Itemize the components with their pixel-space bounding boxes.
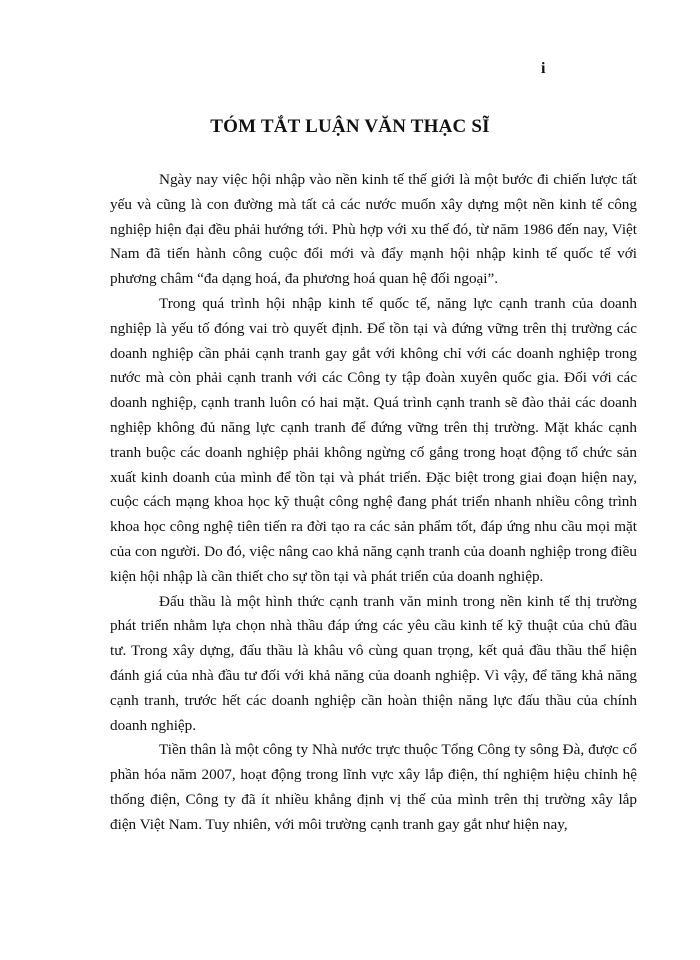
paragraph-3: Đấu thầu là một hình thức cạnh tranh văn minh trong nền kinh tế thị trường phát triển nhằm lựa chọn nhà thầu đáp ứng các yêu cầu kinh tế kỹ thuật của chủ đầu tư. Trong xây dựng, đấu thầu là khâu vô cùng quan trọng, kết quả đầu thầu thể hiện đánh giá của nhà đầu tư đối với khả năng của doanh nghiệp. Vì vậy, để tăng khả năng cạnh tranh, trước hết các doanh nghiệp cần hoàn thiện năng lực đấu thầu của chính doanh nghiệp.: [110, 592, 637, 734]
paragraph-2: Trong quá trình hội nhập kinh tế quốc tế, năng lực cạnh tranh của doanh nghiệp là yếu tố đóng vai trò quyết định. Để tồn tại và đứng vững trên thị trường các doanh nghiệp cần phải cạnh tranh gay gắt với không chỉ với các doanh nghiệp trong nước mà còn phải cạnh tranh với các Công ty tập đoàn xuyên quốc gia. Đối với các doanh nghiệp, cạnh tranh luôn có hai mặt. Quá trình cạnh tranh sẽ đào thải các doanh nghiệp không đủ năng lực cạnh tranh để đứng vững trên thị trường. Mặt khác cạnh tranh buộc các doanh nghiệp phải không ngừng cố gắng trong hoạt động tổ chức sản xuất kinh doanh của mình để tồn tại và phát triển. Đặc biệt trong giai đoạn hiện nay, cuộc cách mạng khoa học kỹ thuật công nghệ đang phát triển nhanh nhiều công trình khoa học công nghệ tiên tiến ra đời tạo ra các sản phẩm tốt, đáp ứng nhu cầu mọi mặt của con người. Do đó, việc nâng cao khả năng cạnh tranh của doanh nghiệp trong điều kiện hội nhập là cần thiết cho sự tồn tại và phát triển của doanh nghiệp.: [110, 294, 637, 585]
page-title: TÓM TẮT LUẬN VĂN THẠC SĨ: [210, 116, 490, 137]
paragraph-1: Ngày nay việc hội nhập vào nền kinh tế thế giới là một bước đi chiến lược tất yếu và cũng là con đường mà tất cả các nước muốn xây dựng một nền kinh tế công nghiệp hiện đại đều phải hướng tới. Phù hợp với xu thế đó, từ năm 1986 đến nay, Việt Nam đã tiến hành công cuộc đổi mới và đẩy mạnh hội nhập kinh tế quốc tế với phương châm “đa dạng hoá, đa phương hoá quan hệ đối ngoại”.: [110, 171, 637, 288]
paragraph-4: Tiền thân là một công ty Nhà nước trực thuộc Tổng Công ty sông Đà, được cổ phần hóa năm 2007, hoạt động trong lĩnh vực xây lắp điện, thí nghiệm hiệu chỉnh hệ thống điện, Công ty đã ít nhiều khẳng định vị thế của mình trên thị trường xây lắp điện Việt Nam. Tuy nhiên, với môi trường cạnh tranh gay gắt như hiện nay,: [110, 741, 637, 833]
page-number: i: [541, 60, 546, 77]
body-text: [110, 168, 637, 838]
